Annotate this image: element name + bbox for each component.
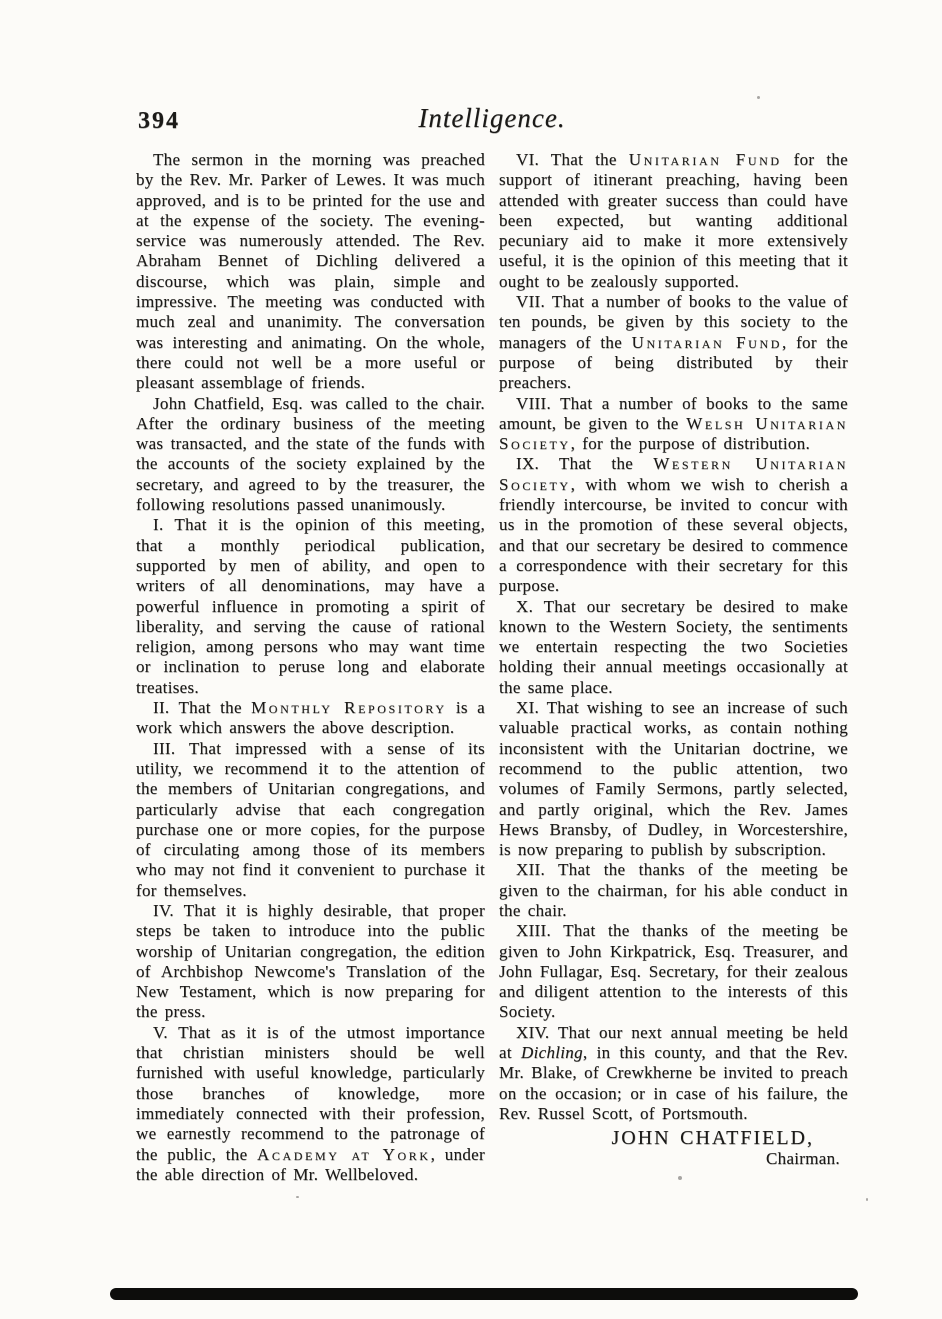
body-text: , with whom we wish to cherish a friendly intercourse, be invited to concur with us in the promotion of these several objects, and that our secretary be desired to commence a correspondence with their secretary for this purpose. <box>499 474 848 596</box>
small-caps-text: Unitarian Fund <box>631 332 782 352</box>
paragraph <box>499 698 848 860</box>
paragraph <box>499 597 848 698</box>
paragraph <box>136 1023 485 1185</box>
paragraph <box>499 921 848 1022</box>
text-column-right <box>499 150 848 1185</box>
paragraph <box>499 394 848 455</box>
small-caps-text: Academy at York <box>257 1144 431 1164</box>
paragraph <box>136 515 485 698</box>
body-text: XIV. That our next annual meeting be held at <box>499 1022 848 1063</box>
body-text: is a work which answers the above description. <box>136 698 485 738</box>
body-text: VIII. That a number of books to the same amount, be given to the <box>499 393 848 433</box>
paragraph <box>499 150 848 292</box>
body-text: for the support of itinerant preaching, having been attended with greater success than could have been expected, but wanting additional pecuniary aid to make it more extensively useful, it is the opinion of this meeting that it ought to be zealously supported. <box>499 150 848 291</box>
paragraph <box>136 901 485 1023</box>
small-caps-text: Welsh Unitarian Society <box>499 413 848 454</box>
body-text: IV. That it is highly desirable, that proper steps be taken to introduce into the public worship of Unitarian congregation, the edition of Archbishop Newcome's Translation of the New Testament, which is now preparing for the press. <box>136 900 485 1022</box>
paragraph <box>499 454 848 596</box>
paragraph <box>499 860 848 921</box>
body-text: VI. That the <box>516 150 629 169</box>
small-caps-text: Western Unitarian Society <box>499 454 849 494</box>
body-text: II. That the <box>153 698 252 718</box>
paragraph <box>136 394 485 516</box>
paragraph <box>136 698 485 739</box>
body-text: XII. That the thanks of the meeting be given to the chairman, for his able conduct in the chair. <box>499 860 848 920</box>
body-text: X. That our secretary be desired to make known to the Western Society, the sentiments we entertain respecting the two Societies holding their annual meetings occasionally at the same place. <box>499 596 848 697</box>
italic-text: Dichling <box>521 1043 583 1063</box>
body-text: , under the able direction of Mr. Wellbeloved. <box>136 1144 485 1184</box>
scan-artifact-bar <box>110 1288 858 1300</box>
ink-speck <box>757 96 760 99</box>
body-text: , in this county, and that the Rev. Mr. Blake, of Crewkherne be invited to preach on the occasion; or in case of his failure, the Rev. Russel Scott, of Portsmouth. <box>499 1043 848 1123</box>
page-number: 394 <box>138 108 180 134</box>
text-columns <box>136 150 848 1185</box>
body-text: V. That as it is of the utmost importance that christian ministers should be well furnished with useful knowledge, particularly those branches of knowledge, more immediately connected with their profession, we earnestly recommend to the patronage of the public, the <box>136 1022 485 1164</box>
body-text: , for the purpose of being distributed by their preachers. <box>499 332 848 393</box>
body-text: III. That impressed with a sense of its utility, we recommend it to the attention of the members of Unitarian congregations, and particularly advise that each congregation purchase one or more copies, for the purpose of circulating among those of its members who may not find it convenient to purchase it for themselves. <box>136 738 485 900</box>
ink-speck <box>296 1196 299 1198</box>
paragraph <box>136 150 485 394</box>
signature-block <box>499 1128 848 1169</box>
body-text: XIII. That the thanks of the meeting be given to John Kirkpatrick, Esq. Treasurer, and John Fullagar, Esq. Secretary, for their zealous and diligent attention to the interests of this Society. <box>499 921 848 1022</box>
text-column-left <box>136 150 485 1185</box>
small-caps-text: Monthly Repository <box>251 698 447 718</box>
small-caps-text: Unitarian Fund <box>628 150 782 169</box>
body-text: , for the purpose of distribution. <box>570 434 811 454</box>
body-text: VII. That a number of books to the value of ten pounds, be given by this society to the managers of the <box>499 292 848 352</box>
body-text: IX. That the <box>516 454 654 474</box>
signature-name: JOHN CHATFIELD, <box>611 1127 814 1150</box>
body-text: The sermon in the morning was preached by the Rev. Mr. Parker of Lewes. It was much approved, and is to be printed for the use and at the expense of the society. The evening-service was numerously attended. The Rev. Abraham Bennet of Dichling delivered a discourse, which was plain, simple and impressive. The meeting was conducted with much zeal and unanimity. The conversation was interesting and animating. On the whole, there could not well be a more useful or pleasant assemblage of friends. <box>136 150 485 393</box>
signature-role: Chairman. <box>766 1148 840 1168</box>
body-text: I. That it is the opinion of this meeting, that a monthly periodical publication, supported by men of ability, and open to writers of all denominations, may have a powerful influence in promoting a spirit of liberality, and serving the cause of rational religion, among persons who may want time or inclination to peruse long and elaborate treatises. <box>136 515 485 697</box>
ink-speck <box>866 1198 868 1201</box>
paragraph <box>499 1023 848 1124</box>
running-title: Intelligence. <box>418 103 566 133</box>
body-text: XI. That wishing to see an increase of such valuable practical works, as contain nothing inconsistent with the Unitarian doctrine, we recommend to the public attention, two volumes of Family Sermons, partly selected, and partly original, which the Rev. James Hews Bransby, of Dudley, in Worcestershire, is now preparing to publish by subscription. <box>499 698 848 860</box>
body-text: John Chatfield, Esq. was called to the chair. After the ordinary business of the meeting was transacted, and the state of the funds with the accounts of the society explained by the secretary, and agreed to by the treasurer, the following resolutions passed unanimously. <box>136 393 485 515</box>
paragraph <box>499 292 848 393</box>
ink-speck <box>678 1176 682 1180</box>
paragraph <box>136 739 485 901</box>
